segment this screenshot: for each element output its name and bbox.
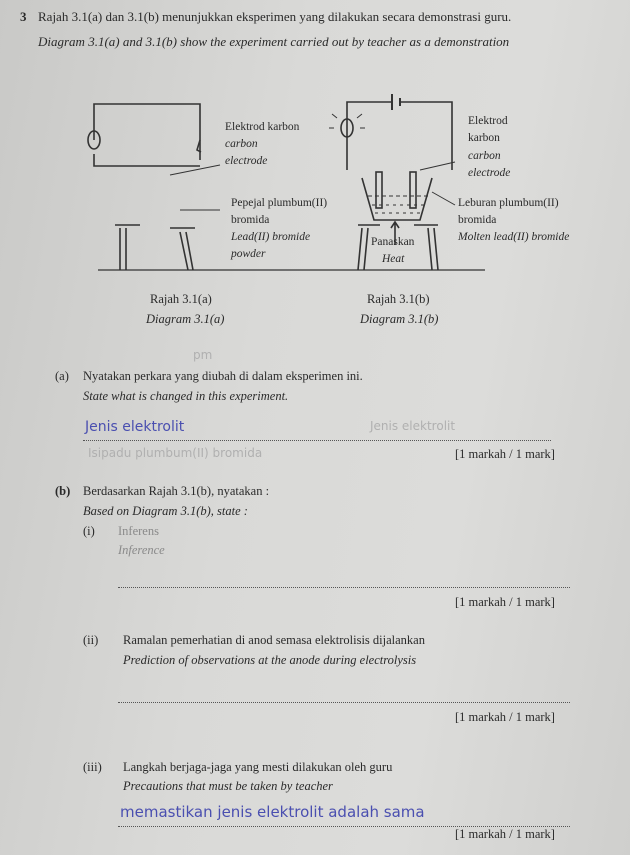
caption-a-ms: Rajah 3.1(a) — [150, 292, 212, 306]
label-a-electrode-en1: carbon — [225, 138, 258, 150]
part-b-label: (b) — [55, 484, 71, 498]
label-a-electrode-en2: electrode — [225, 155, 268, 167]
item-i-marks: [1 markah / 1 mark] — [455, 595, 555, 609]
label-a-solid-ms2: bromida — [231, 214, 270, 226]
label-b-electrode-ms1: Elektrod — [468, 115, 508, 127]
item-ii-label: (ii) — [83, 633, 99, 647]
answer-line-i — [118, 587, 570, 588]
part-a-answer[interactable]: Jenis elektrolit — [85, 419, 185, 435]
item-iii-label: (iii) — [83, 760, 102, 774]
part-b-question-en: Based on Diagram 3.1(b), state : — [83, 504, 248, 518]
item-ii-en: Prediction of observations at the anode during electrolysis — [123, 653, 417, 667]
bleed-through-note: Isipadu plumbum(II) bromida — [88, 446, 263, 460]
item-iii-answer[interactable]: memastikan jenis elektrolit adalah sama — [120, 803, 425, 821]
battery-icon — [392, 94, 400, 110]
item-ii-marks: [1 markah / 1 mark] — [455, 710, 555, 724]
crucible — [362, 178, 432, 220]
label-b-heat-ms: Panaskan — [371, 236, 415, 248]
answer-line-ii — [118, 702, 570, 703]
label-b-electrode-en2: electrode — [468, 167, 511, 179]
part-a-label: (a) — [55, 369, 69, 383]
electrode-right — [410, 172, 416, 208]
part-a-question-en: State what is changed in this experiment. — [83, 389, 289, 403]
bleed-through-answer: Jenis elektrolit — [370, 419, 456, 433]
caption-a-en: Diagram 3.1(a) — [146, 312, 225, 326]
caption-b-ms: Rajah 3.1(b) — [367, 292, 430, 306]
pencil-note: pm — [193, 348, 213, 362]
label-b-electrode-en1: carbon — [468, 150, 501, 162]
item-i-ms: Inferens — [118, 524, 159, 538]
item-iii-ms: Langkah berjaga-jaga yang mesti dilakukan oleh guru — [123, 760, 393, 774]
question-number: 3 — [20, 9, 27, 24]
answer-line-a — [83, 440, 551, 441]
label-b-molten-ms2: bromida — [458, 214, 497, 226]
electrolysis-diagrams — [0, 0, 630, 300]
label-b-heat-en: Heat — [382, 253, 405, 265]
item-i-label: (i) — [83, 524, 95, 538]
question-intro-en: Diagram 3.1(a) and 3.1(b) show the experiment carried out by teacher as a demonstration — [38, 34, 510, 49]
label-a-electrode-ms: Elektrod karbon — [225, 121, 300, 133]
item-iii-en: Precautions that must be taken by teacher — [123, 779, 333, 793]
item-ii-ms: Ramalan pemerhatian di anod semasa elektrolisis dijalankan — [123, 633, 425, 647]
part-a-question-ms: Nyatakan perkara yang diubah di dalam eksperimen ini. — [83, 369, 363, 383]
part-a-marks: [1 markah / 1 mark] — [455, 447, 555, 461]
circuit-wire-a — [94, 104, 200, 160]
electrode-left — [376, 172, 382, 208]
label-b-molten-ms1: Leburan plumbum(II) — [458, 197, 559, 209]
label-a-solid-en1: Lead(II) bromide — [231, 231, 311, 243]
item-iii-marks: [1 markah / 1 mark] — [455, 827, 555, 841]
label-a-solid-en2: powder — [231, 248, 266, 260]
item-i-en: Inference — [118, 543, 165, 557]
circuit-wire-b — [347, 102, 452, 152]
caption-b-en: Diagram 3.1(b) — [360, 312, 439, 326]
label-a-solid-ms1: Pepejal plumbum(II) — [231, 197, 328, 209]
label-b-electrode-ms2: karbon — [468, 132, 500, 144]
label-b-molten-en: Molten lead(II) bromide — [458, 231, 570, 243]
question-intro-ms: Rajah 3.1(a) dan 3.1(b) menunjukkan eksperimen yang dilakukan secara demonstrasi guru. — [38, 9, 512, 24]
part-b-question-ms: Berdasarkan Rajah 3.1(b), nyatakan : — [83, 484, 270, 498]
